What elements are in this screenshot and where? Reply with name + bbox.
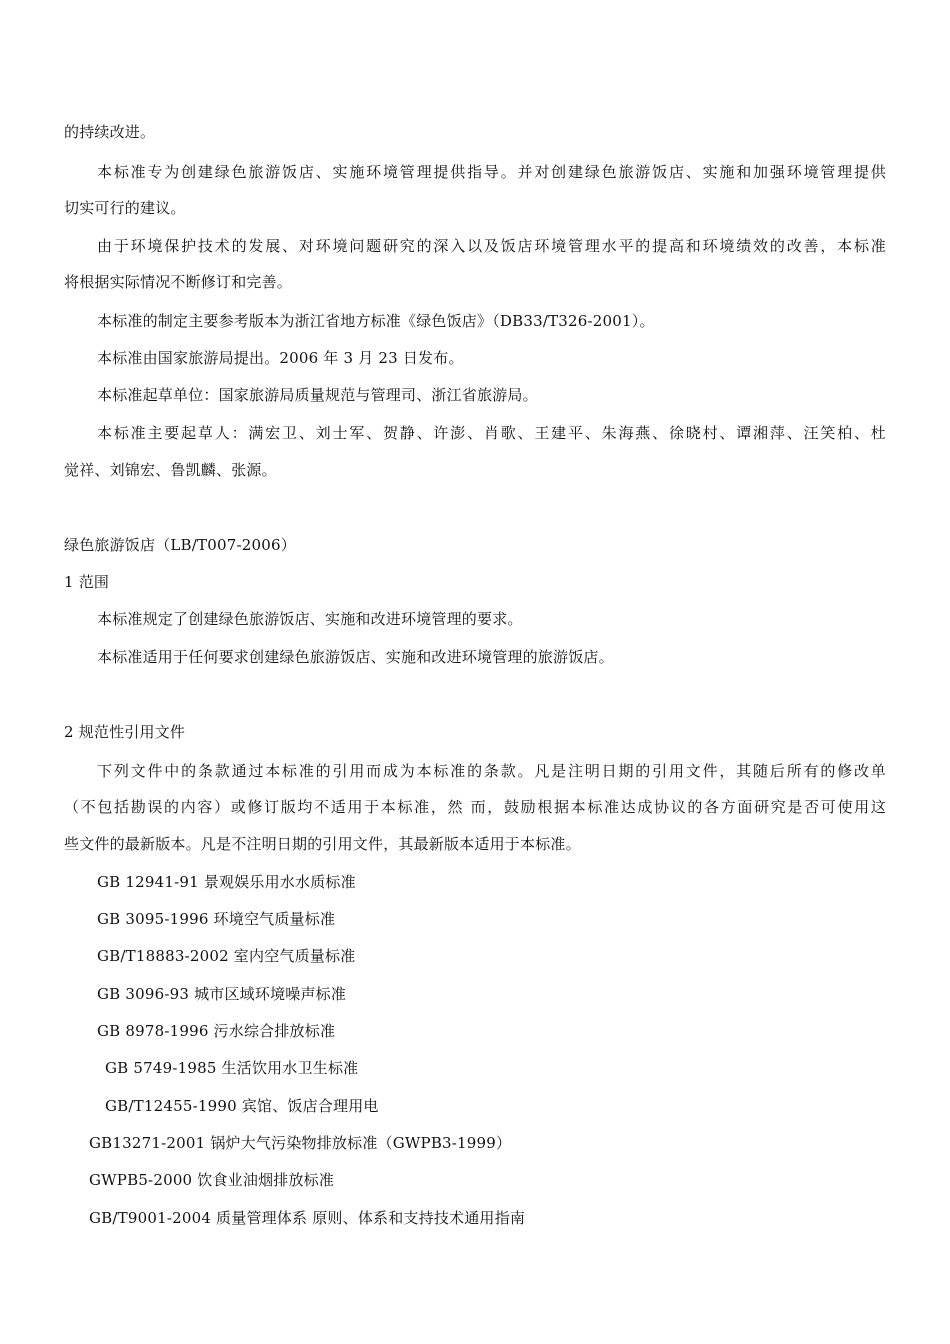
section-2-paragraph-line-3: 些文件的最新版本。凡是不注明日期的引用文件，其最新版本适用于本标准。	[64, 835, 581, 853]
reference-item: GWPB5-2000 饮食业油烟排放标准	[89, 1171, 335, 1189]
intro-paragraph-6-line-2: 觉祥、刘锦宏、鲁凯麟、张源。	[64, 461, 277, 479]
reference-item: GB 3095-1996 环境空气质量标准	[97, 910, 336, 928]
reference-item: GB/T18883-2002 室内空气质量标准	[97, 947, 356, 965]
section-1-paragraph-2: 本标准适用于任何要求创建绿色旅游饭店、实施和改进环境管理的旅游饭店。	[97, 648, 614, 666]
intro-paragraph-1-line-2: 切实可行的建议。	[64, 199, 186, 217]
intro-paragraph-1-line-1: 本标准专为创建绿色旅游饭店、实施环境管理提供指导。并对创建绿色旅游饭店、实施和加强环境管理提供	[97, 163, 886, 181]
paragraph-continuation: 的持续改进。	[64, 123, 156, 141]
reference-item: GB/T12455-1990 宾馆、饭店合理用电	[105, 1097, 379, 1115]
intro-paragraph-6-line-1: 本标准主要起草人：满宏卫、刘士军、贺静、许澎、肖歌、王建平、朱海燕、徐晓村、谭湘萍、汪笑柏、杜	[97, 424, 886, 442]
reference-item: GB 8978-1996 污水综合排放标准	[97, 1022, 336, 1040]
section-2-heading: 2 规范性引用文件	[64, 723, 186, 741]
section-2-paragraph-line-1: 下列文件中的条款通过本标准的引用而成为本标准的条款。凡是注明日期的引用文件，其随后所有的修改单	[97, 762, 886, 780]
section-1-paragraph-1: 本标准规定了创建绿色旅游饭店、实施和改进环境管理的要求。	[97, 610, 523, 628]
intro-paragraph-3: 本标准的制定主要参考版本为浙江省地方标准《绿色饭店》（DB33/T326-2001）。	[97, 312, 655, 330]
reference-item: GB13271-2001 锅炉大气污染物排放标准（GWPB3-1999）	[89, 1134, 512, 1152]
intro-paragraph-2-line-2: 将根据实际情况不断修订和完善。	[64, 273, 293, 291]
reference-item: GB 3096-93 城市区域环境噪声标准	[97, 985, 347, 1003]
section-2-paragraph-line-2: （不包括勘误的内容）或修订版均不适用于本标准，然 而，鼓励根据本标准达成协议的各方面研究是否可使用这	[64, 798, 886, 816]
standard-title: 绿色旅游饭店（LB/T007-2006）	[64, 536, 296, 554]
intro-paragraph-5: 本标准起草单位：国家旅游局质量规范与管理司、浙江省旅游局。	[97, 386, 538, 404]
intro-paragraph-2-line-1: 由于环境保护技术的发展、对环境问题研究的深入以及饭店环境管理水平的提高和环境绩效的改善，本标准	[97, 237, 886, 255]
reference-item: GB/T9001-2004 质量管理体系 原则、体系和支持技术通用指南	[89, 1209, 526, 1227]
intro-paragraph-4: 本标准由国家旅游局提出。2006 年 3 月 23 日发布。	[97, 349, 464, 367]
reference-item: GB 5749-1985 生活饮用水卫生标准	[105, 1059, 359, 1077]
reference-item: GB 12941-91 景观娱乐用水水质标准	[97, 873, 356, 891]
section-1-heading: 1 范围	[64, 573, 110, 591]
